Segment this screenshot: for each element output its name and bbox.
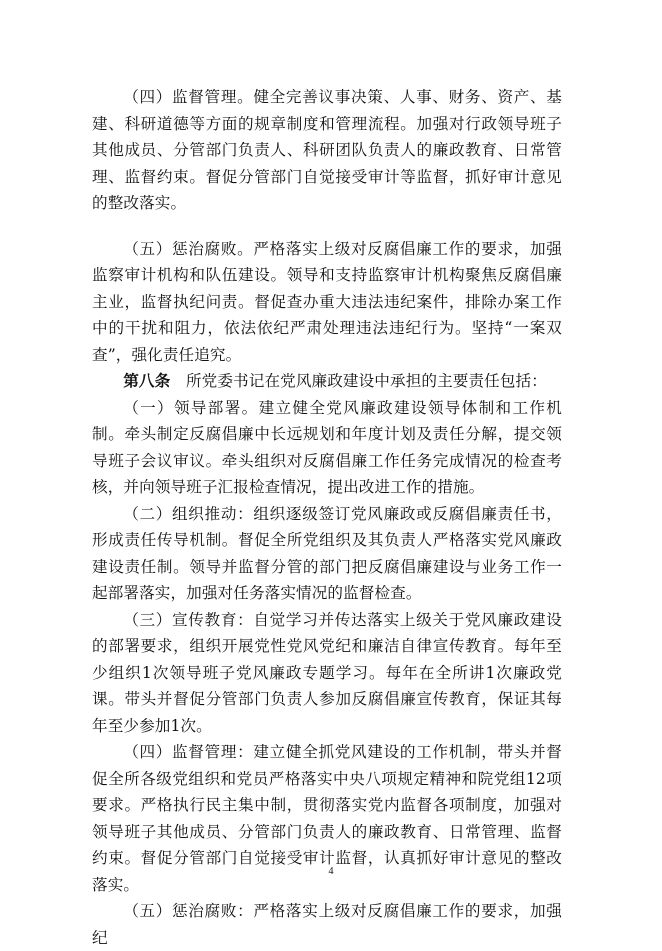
paragraph-punish-corruption: （五）惩治腐败。严格落实上级对反腐倡廉工作的要求，加强监察审计机构和队伍建设。领导和支持监察审计机构聚焦反腐倡廉主业，监督执纪问责。督促查办重大违法违纪案件，排除办案工作中的干扰和阻力，依法依纪严肃处理违法违纪行为。坚持“一案双查”，强化责任追究。 [92, 239, 562, 364]
document-body [92, 84, 562, 951]
article-eight-title: 第八条 [123, 371, 171, 390]
article-item-leadership: （一）领导部署。建立健全党风廉政建设领导体制和工作机制。牵头制定反腐倡廉中长远规划和年度计划及责任分解，提交领导班子会议审议。牵头组织对反腐倡廉工作任务完成情况的检查考核，并向领导班子汇报检查情况，提出改进工作的措施。 [92, 398, 562, 496]
article-item-organization: （二）组织推动：组织逐级签订党风廉政或反腐倡廉责任书，形成责任传导机制。督促全所党组织及其负责人严格落实党风廉政建设责任制。领导并监督分管的部门把反腐倡廉建设与业务工作一起部署落实，加强对任务落实情况的监督检查。 [92, 504, 562, 602]
page-number: 4 [328, 866, 334, 877]
article-eight-heading [92, 368, 562, 395]
article-item-education: （三）宣传教育：自觉学习并传达落实上级关于党风廉政建设的部署要求，组织开展党性党风党纪和廉洁自律宣传教育。每年至少组织1次领导班子党风廉政专题学习。每年在全所讲1次廉政党课。带头并督促分管部门负责人参加反腐倡廉宣传教育，保证其每年至少参加1次。 [92, 610, 562, 735]
article-eight-intro: 所党委书记在党风廉政建设中承担的主要责任包括： [170, 372, 547, 390]
article-item-anticorruption: （五）惩治腐败：严格落实上级对反腐倡廉工作的要求，加强纪 [92, 902, 562, 947]
paragraph-supervision-management: （四）监督管理。健全完善议事决策、人事、财务、资产、基建、科研道德等方面的规章制度和管理流程。加强对行政领导班子其他成员、分管部门负责人、科研团队负责人的廉政教育、日常管理、监督约束。督促分管部门自觉接受审计等监督，抓好审计意见的整改落实。 [92, 88, 562, 212]
article-item-supervision: （四）监督管理：建立健全抓党风建设的工作机制，带头并督促全所各级党组织和党员严格落实中央八项规定精神和院党组12项要求。严格执行民主集中制，贯彻落实党内监督各项制度，加强对领导班子其他成员、分管部门负责人的廉政教育、日常管理、监督约束。督促分管部门自觉接受审计监督，认真抓好审计意见的整改落实。 [92, 743, 562, 894]
